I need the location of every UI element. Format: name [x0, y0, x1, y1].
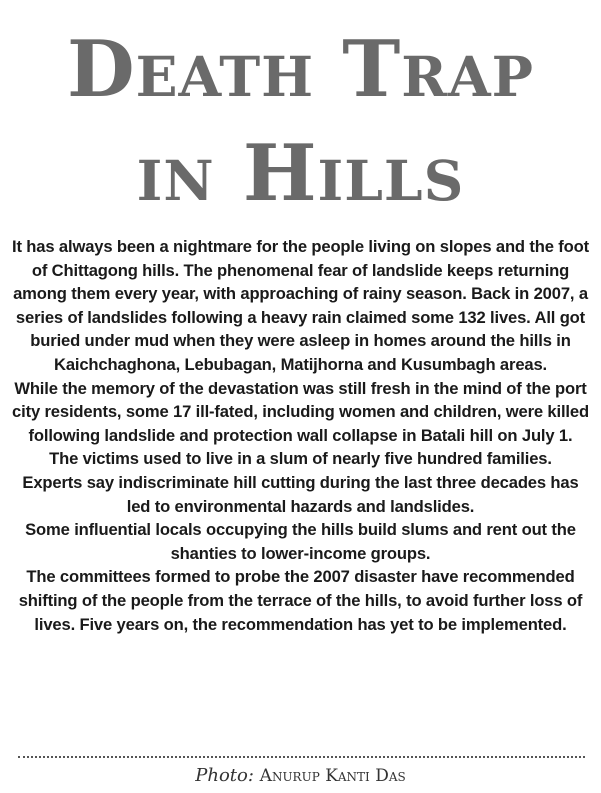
headline: [0, 18, 601, 226]
article-body: [12, 235, 589, 636]
paragraph-5: The committees formed to probe the 2007 disaster have recommended shifting of the people from the terrace of the hills, to avoid further loss of lives. Five years on, the recommendation has yet to be implemented.: [18, 567, 583, 634]
paragraph-1: It has always been a nightmare for the people living on slopes and the foot of Chittagong hills. The phenomenal fear of landslide keeps returning among them every year, with approaching of rainy season. Back in 2007, a series of landslides following a heavy rain claimed some 132 lives. All got buried under mud when they were asleep in homes around the hills in Kaichchaghona, Lebubagan, Matijhorna and Kusumbagh areas.: [12, 237, 590, 374]
photo-credit-name: Anurup Kanti Das: [259, 766, 406, 786]
dotted-divider: [18, 756, 585, 758]
headline-line-2: in Hills: [136, 128, 465, 219]
photo-credit: [0, 764, 601, 788]
photo-credit-label: Photo:: [195, 765, 254, 786]
paragraph-3: Experts say indiscriminate hill cutting during the last three decades has led to environmental hazards and landslides.: [22, 472, 579, 516]
paragraph-2: While the memory of the devastation was still fresh in the mind of the port city residents, some 17 ill-fated, including women and children, were killed following landslide and protection wall collapse in Batali hill on July 1. The victims used to live in a slum of nearly five hundred families.: [12, 378, 589, 469]
paragraph-4: Some influential locals occupying the hills build slums and rent out the shanties to lower-income groups.: [25, 520, 576, 563]
headline-line-1: Death Trap: [66, 24, 535, 115]
